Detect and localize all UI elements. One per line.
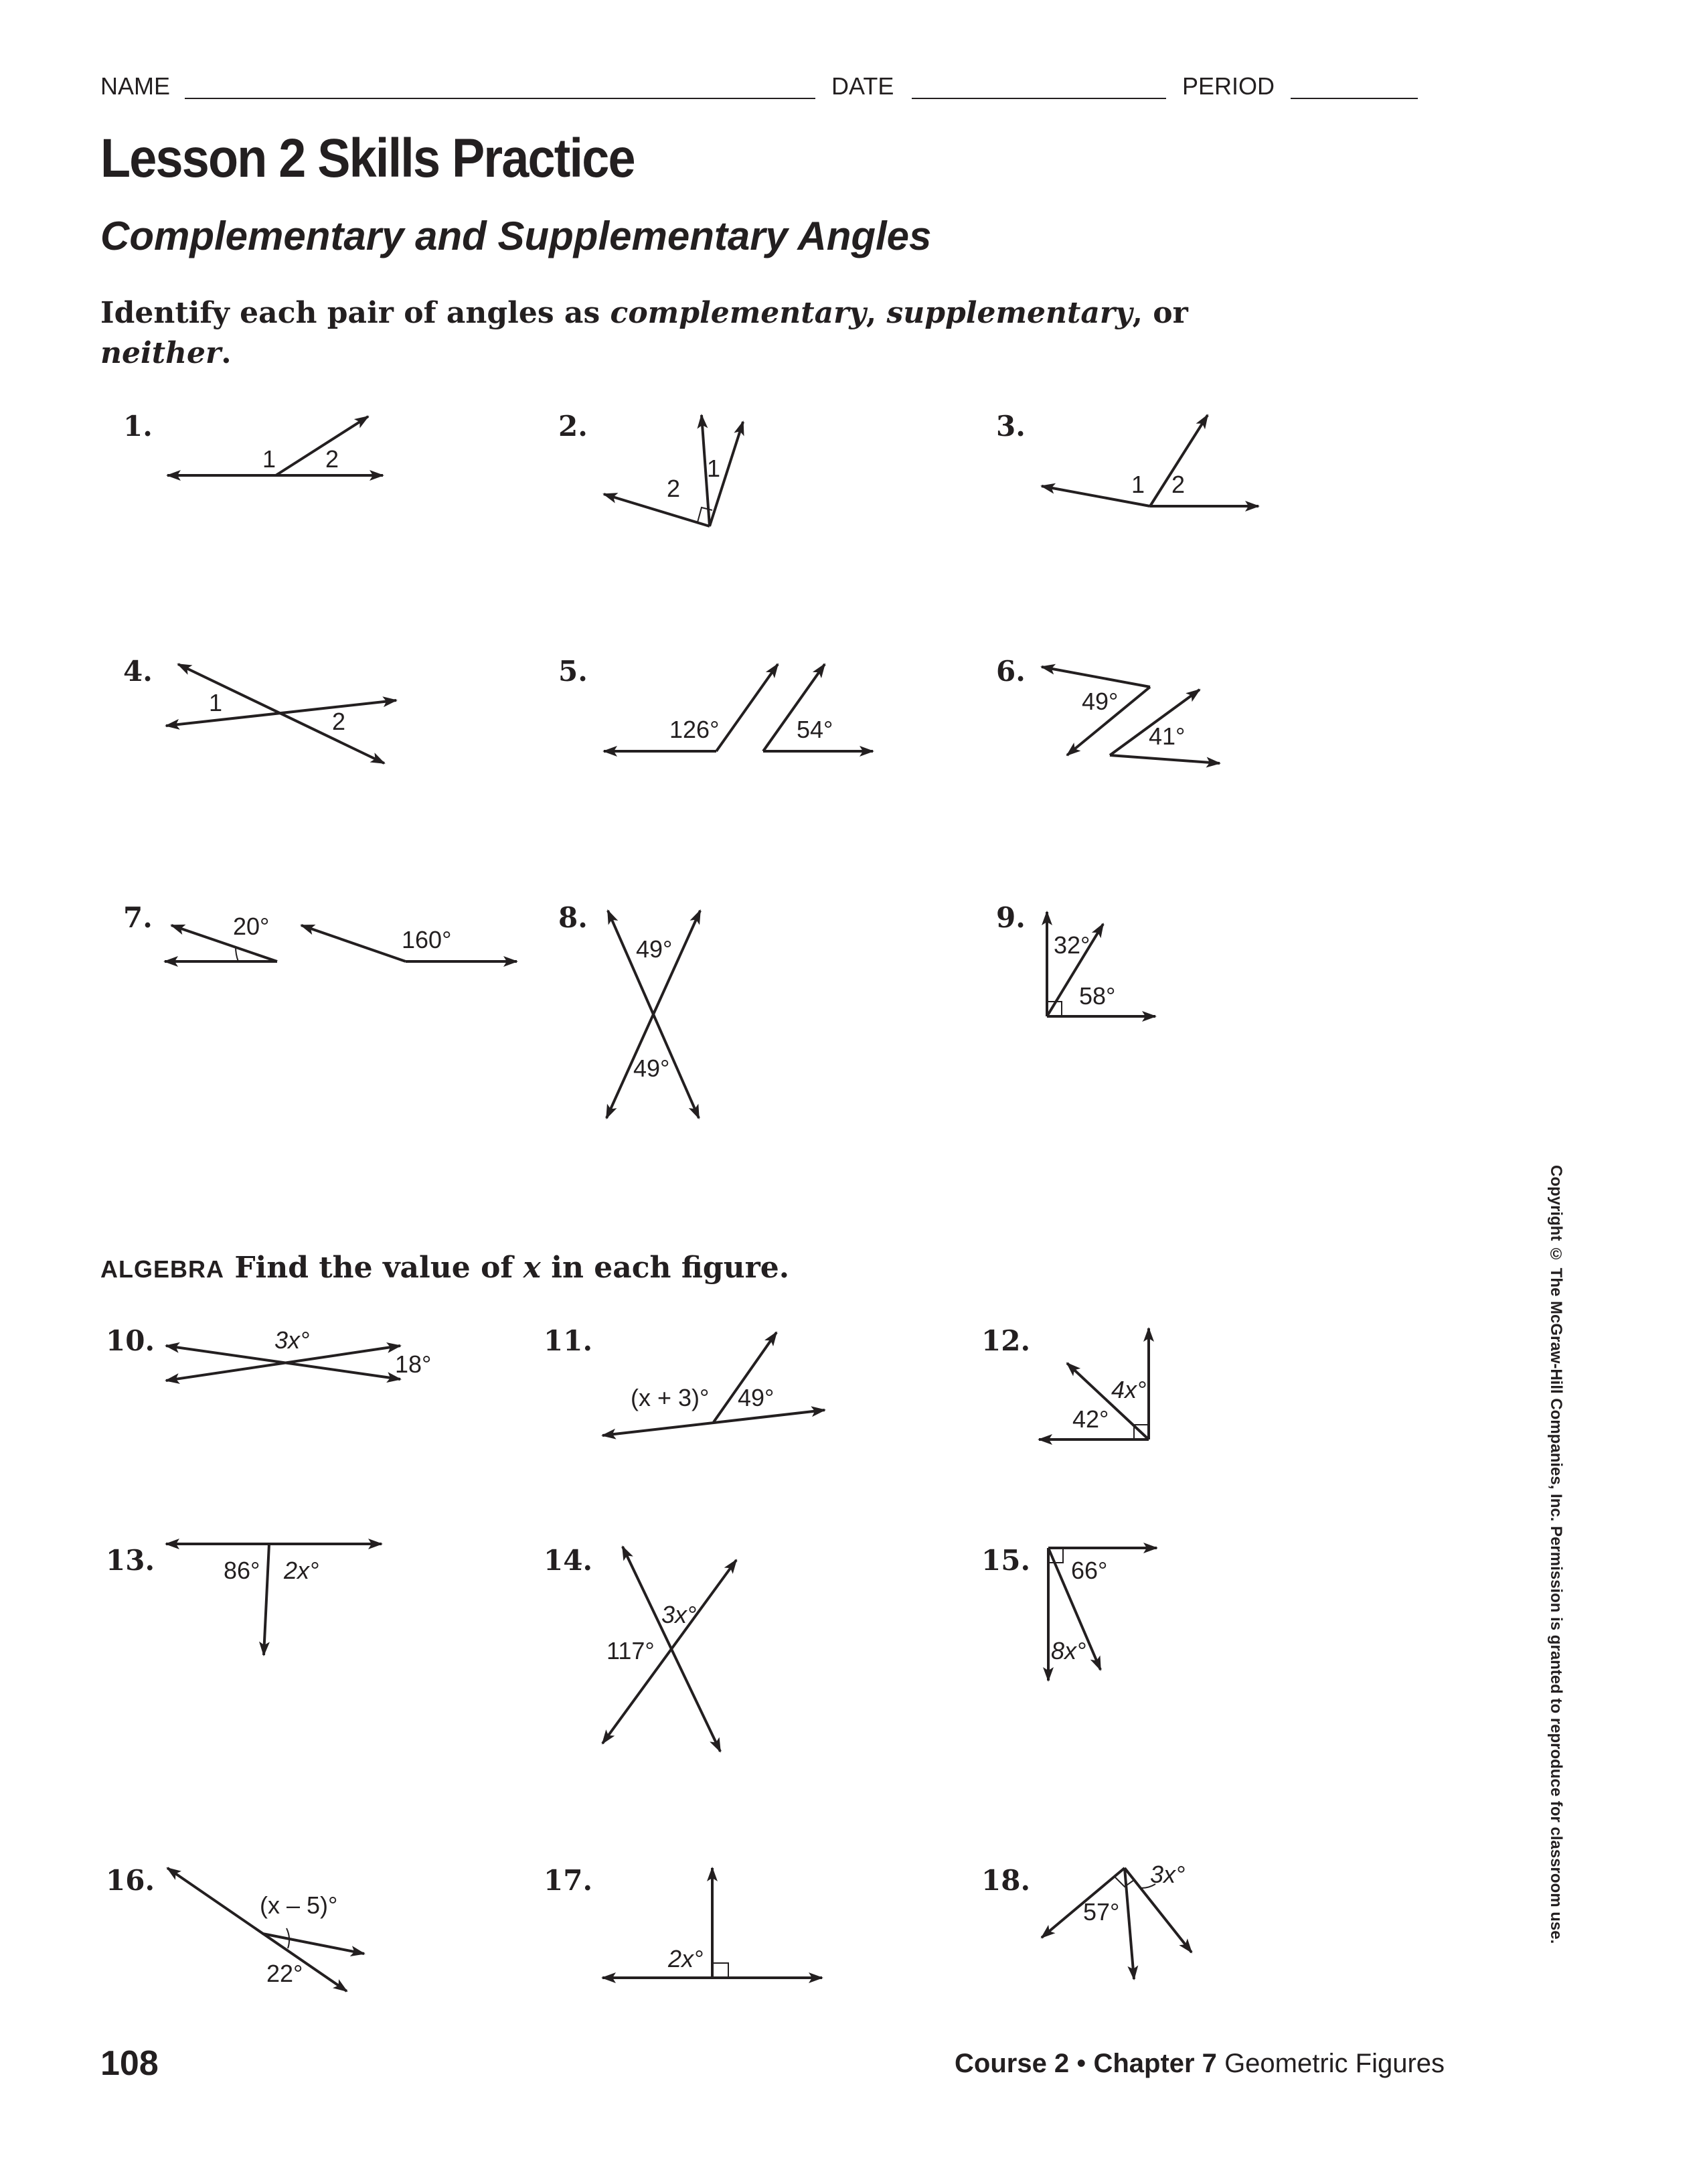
- problem-number-9: 9.: [996, 901, 1026, 934]
- fig5-label-54: 54°: [797, 716, 833, 743]
- fig18-label-57: 57°: [1083, 1898, 1120, 1926]
- problem-number-4: 4.: [123, 655, 153, 688]
- fig3-label-1: 1: [1131, 471, 1145, 498]
- fig12-label-4x: 4x°: [1111, 1376, 1147, 1403]
- fig7-label-20: 20°: [233, 913, 270, 940]
- instructions: Identify each pair of angles as complementary, supplementary, or neither.: [100, 296, 1188, 370]
- fig9-label-32: 32°: [1054, 931, 1090, 959]
- fig14-label-117: 117°: [606, 1637, 655, 1664]
- fig17-label-2x: 2x°: [668, 1945, 704, 1972]
- problem-number-14: 14.: [544, 1544, 593, 1577]
- fig11-label-49: 49°: [738, 1384, 775, 1411]
- page-title: Lesson 2 Skills Practice: [100, 128, 635, 189]
- problem-number-6: 6.: [996, 655, 1026, 688]
- fig15-label-8x: 8x°: [1051, 1637, 1086, 1664]
- problem-number-5: 5.: [558, 655, 588, 688]
- fig7-label-160: 160°: [402, 926, 452, 953]
- fig16-label-x-minus-5: (x – 5)°: [260, 1891, 338, 1919]
- fig11-label-x-plus-3: (x + 3)°: [631, 1384, 710, 1411]
- problem-number-13: 13.: [106, 1544, 155, 1577]
- fig10-label-3x: 3x°: [274, 1326, 310, 1354]
- name-label: NAME: [100, 72, 171, 100]
- figure-7: [165, 925, 517, 961]
- fig18-label-3x: 3x°: [1150, 1861, 1186, 1888]
- fig6-label-49: 49°: [1082, 688, 1119, 715]
- problem-number-1: 1.: [123, 410, 153, 443]
- problem-number-18: 18.: [981, 1864, 1031, 1897]
- problem-number-7: 7.: [123, 901, 153, 934]
- algebra-instructions: ALGEBRA Find the value of x in each figure.: [100, 1251, 790, 1285]
- fig3-label-2: 2: [1171, 471, 1186, 498]
- problem-number-11: 11.: [544, 1324, 593, 1357]
- figure-4: [166, 664, 396, 763]
- figure-2: [604, 415, 743, 526]
- page-subtitle: Complementary and Supplementary Angles: [100, 214, 932, 258]
- fig1-label-1: 1: [262, 445, 276, 473]
- period-label: PERIOD: [1182, 72, 1275, 100]
- copyright-notice: Copyright © The McGraw-Hill Companies, Inc. Permission is granted to reproduce for classroom use.: [1547, 1165, 1565, 1944]
- footer-course: Course 2 • Chapter 7 Geometric Figures: [955, 2049, 1445, 2078]
- problem-number-15: 15.: [981, 1544, 1031, 1577]
- fig16-label-22: 22°: [266, 1960, 303, 1987]
- problem-number-12: 12.: [981, 1324, 1031, 1357]
- problem-number-16: 16.: [106, 1864, 155, 1897]
- page-number: 108: [100, 2044, 159, 2083]
- problem-number-2: 2.: [558, 410, 588, 443]
- figure-17: [602, 1868, 822, 1978]
- problem-number-8: 8.: [558, 901, 588, 934]
- fig15-label-66: 66°: [1071, 1557, 1108, 1584]
- figure-16: [167, 1868, 364, 1991]
- fig13-label-86: 86°: [224, 1557, 260, 1584]
- fig12-label-42: 42°: [1072, 1405, 1109, 1433]
- problem-number-3: 3.: [996, 410, 1026, 443]
- fig1-label-2: 2: [325, 445, 339, 473]
- figure-6: [1042, 667, 1220, 763]
- fig6-label-41: 41°: [1149, 722, 1186, 750]
- fig4-label-1: 1: [209, 689, 223, 716]
- fig9-label-58: 58°: [1079, 982, 1116, 1010]
- fig4-label-2: 2: [332, 708, 346, 735]
- problem-number-17: 17.: [544, 1864, 593, 1897]
- fig2-label-2: 2: [667, 475, 681, 502]
- figure-13: [166, 1544, 382, 1655]
- fig8-label-top: 49°: [636, 935, 673, 963]
- fig5-label-126: 126°: [669, 716, 720, 743]
- figure-3: [1042, 415, 1258, 506]
- date-label: DATE: [831, 72, 894, 100]
- fig2-label-1: 1: [707, 455, 721, 482]
- fig13-label-2x: 2x°: [284, 1557, 319, 1584]
- fig14-label-3x: 3x°: [661, 1601, 697, 1628]
- fig8-label-bottom: 49°: [633, 1055, 670, 1082]
- problem-number-10: 10.: [106, 1324, 155, 1357]
- fig10-label-18: 18°: [395, 1350, 432, 1378]
